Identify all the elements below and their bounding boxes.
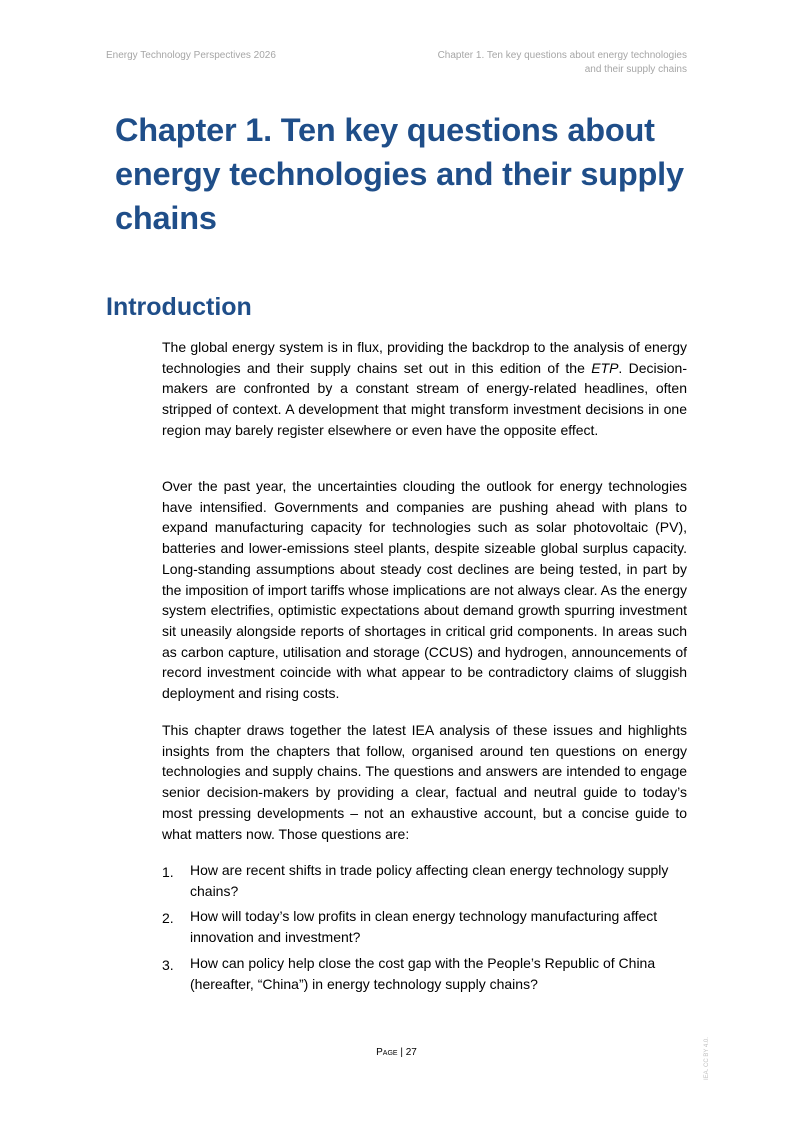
list-item-text: How are recent shifts in trade policy affecting clean energy technology supply chains? bbox=[190, 862, 669, 899]
list-item-text: How will today’s low profits in clean energy technology manufacturing affect innovation and investment? bbox=[190, 908, 658, 946]
list-item bbox=[162, 860, 687, 901]
paragraph-3: This chapter draws together the latest IEA analysis of these issues and highlights insights from the chapters that follow, organised around ten questions on energy technologies and supply chains. The questions and answers are intended to engage senior decision-makers by providing a clear, factual and neutral guide to today’s most pressing developments – not an exhaustive account, but a concise guide to what matters now. Those questions are: bbox=[162, 722, 687, 842]
etp-italic: ETP bbox=[591, 359, 619, 376]
paragraph-1 bbox=[162, 337, 687, 441]
running-header-right-line1: Chapter 1. Ten key questions about energy technologies bbox=[437, 50, 687, 61]
page-separator: | bbox=[397, 1047, 406, 1058]
list-item bbox=[162, 953, 687, 994]
paragraph-2: Over the past year, the uncertainties clouding the outlook for energy technologies have intensified. Governments and companies are pushing ahead with plans to expand manufacturing capacity for technologies such as solar photovoltaic (PV), batteries and lower-emissions steel plants, despite sizeable global surplus capacity. Long-standing assumptions about steady cost declines are being tested, in part by the imposition of import tariffs whose implications are not always clear. As the energy system electrifies, optimistic expectations about demand growth spurring investment sit uneasily alongside reports of shortages in critical grid components. In areas such as carbon capture, utilisation and storage (CCUS) and hydrogen, announcements of record investment coincide with what appear to be contradictory claims of sluggish deployment and rising costs. bbox=[162, 478, 687, 702]
list-item-text: How can policy help close the cost gap with the People’s Republic of China (hereafter, “China”) in energy technology supply chains? bbox=[190, 954, 656, 992]
license-note: IEA. CC BY 4.0. bbox=[704, 1037, 710, 1080]
questions-list bbox=[162, 860, 687, 999]
paragraph-1-text-cont: . Decision-makers are confronted by a constant stream of energy-related headlines, often stripped of context. A development that might transform investment decisions in one region may barely register elsewhere or even have the opposite effect. bbox=[162, 359, 687, 438]
page-label: Page bbox=[376, 1047, 398, 1058]
running-header-right bbox=[387, 49, 687, 77]
section-heading: Introduction bbox=[106, 293, 252, 321]
list-item-number: 2. bbox=[162, 910, 174, 927]
page-footer bbox=[0, 1047, 793, 1058]
running-header-left: Energy Technology Perspectives 2026 bbox=[106, 50, 276, 61]
list-item-number: 1. bbox=[162, 864, 174, 880]
list-item bbox=[162, 906, 687, 947]
paragraph-1-text: The global energy system is in flux, providing the backdrop to the analysis of energy technologies and their supply chains set out in this edition of the bbox=[162, 339, 687, 376]
chapter-title: Chapter 1. Ten key questions about energy technologies and their supply chains bbox=[115, 112, 684, 236]
running-header-right-line2: and their supply chains bbox=[584, 64, 687, 75]
list-item-number: 3. bbox=[162, 956, 174, 973]
page-number: 27 bbox=[405, 1047, 417, 1058]
